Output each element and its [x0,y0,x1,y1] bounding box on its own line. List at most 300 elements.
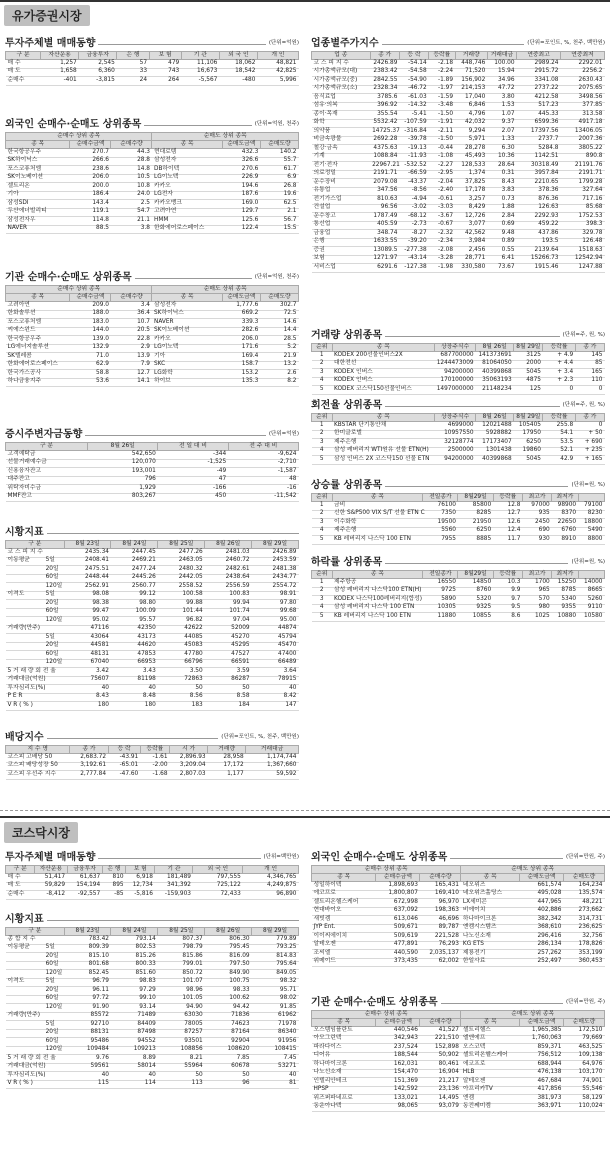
cell: -1.59 [429,94,455,103]
section-unit: (단위=주, 원, %) [560,328,605,343]
cell: 144.0 [70,327,111,336]
cell: 1301438 [476,447,514,456]
kospi-sector-panel [311,36,605,273]
cell: -3.28 [429,255,455,264]
cell: 214,153 [455,85,487,94]
table-row [6,944,299,953]
cell: 807.37 [158,936,205,945]
section-title [5,36,299,51]
column-header: 최저가 [552,494,578,502]
kosdaq-inst-panel [311,995,605,1112]
cell: 2500000 [435,447,476,456]
cell: 50,902 [420,1052,461,1061]
cell: -532.52 [399,162,428,171]
cell: 8800 [578,536,604,545]
column-header: 순매도량 [563,874,604,882]
cell: 6.9 [260,174,298,183]
cell: 188.0 [70,310,111,319]
cell: 고려아연 [6,302,70,311]
cell: 71.0 [70,353,111,362]
cell [6,1029,44,1038]
cell: 40 [111,685,158,694]
cell: 6760 [552,527,578,536]
cell: 797.50 [205,961,252,970]
sub-header: 순매수 상위 종목 [312,1011,461,1019]
cell: 14.1 [111,378,152,387]
cell: 3.50 [158,668,205,677]
table-row [312,447,605,456]
table-row [312,264,605,273]
cell: 725,122 [193,882,243,891]
cell: P E R [6,693,44,702]
table-row [312,596,605,605]
cell [6,995,44,1004]
cell: 188,544 [376,1052,420,1061]
column-header: 순위 [312,414,333,422]
table-row [6,174,299,183]
section-unit: (단위=원, %) [568,478,605,493]
cell: 99.12 [111,591,158,600]
cell: 4,346,765 [243,874,299,883]
sub-header: 순매도 상위 종목 [152,286,299,294]
cell: 445.33 [517,111,561,120]
section-unit: (단위=백만원) [261,850,299,865]
cell: -277.38 [399,247,428,256]
cell: -2.24 [429,68,455,77]
table-row [6,702,299,711]
cell: 2139.64 [517,247,561,256]
table-row [312,613,605,622]
cell: 3.83 [487,187,516,196]
table-row [312,255,605,264]
cell: 98.96 [158,987,205,996]
table-row [312,1035,605,1044]
cell: 12.7 [493,510,522,519]
cell: -3.03 [429,204,455,213]
cell: -480 [219,77,257,86]
column-header: 8월 25일 [158,541,205,549]
table-row [6,668,299,677]
cell: 793.25 [252,944,299,953]
cell: 8,429 [455,204,487,213]
section-title [5,270,299,285]
cell: 서비스업 [312,264,371,273]
cell: 6,846 [455,102,487,111]
cell: 20일 [44,987,65,996]
cell: -54.90 [399,77,428,86]
cell [6,1004,44,1013]
cell: 120일 [44,1046,65,1055]
cell: 170100000 [435,377,476,386]
cell: 4875 [514,377,543,386]
cell: 495,028 [520,890,564,899]
table-row [6,583,299,592]
kospi-foreign-panel [5,117,299,234]
table-row [312,519,605,528]
column-header: 등락률 [543,344,575,352]
cell: 75607 [64,676,111,685]
cell: 8.48 [111,693,158,702]
cell: 64,976 [563,1061,604,1070]
cell: 2481.03 [205,549,252,558]
cell: 302.7 [260,302,298,311]
cell: 신용융자잔고 [6,468,88,477]
cell: 97.04 [205,617,252,626]
cell: 12,734 [126,882,155,891]
table-row [6,468,299,477]
column-header: 순매수량 [420,1019,461,1027]
cell: 405.59 [370,221,399,230]
cell: -8.56 [399,187,428,196]
cell: 의약품 [312,128,371,137]
column-header: 8월 26일 [88,443,158,451]
cell: 98.38 [64,600,111,609]
column-header: 8월 26일 [205,541,252,549]
cell: 음식료업 [312,94,371,103]
cell: 거래대금(억원) [6,1063,44,1072]
cell: 509,619 [376,933,420,942]
section-title [311,478,605,493]
cell: 849.05 [252,970,299,979]
cell: 440,590 [376,950,420,959]
cell: 20일 [44,566,65,575]
cell: 101.07 [158,978,205,987]
cell: 542,650 [88,451,158,460]
cell: 4,796 [455,111,487,120]
cell: 15.94 [487,68,516,77]
cell: 96,890 [243,891,299,900]
table-row [6,987,299,996]
cell: 270.7 [70,149,111,158]
table-row [312,536,605,545]
cell: 의료정밀 [312,170,371,179]
sub-header: 순매도 상위 종목 [461,1011,605,1019]
cell: 613,046 [376,916,420,925]
cell: 2 [312,510,333,519]
cell: 2256.2 [561,68,605,77]
cell: 467,684 [520,1078,564,1087]
cell: 109484 [64,1046,111,1055]
cell: 89,787 [420,924,461,933]
column-header [578,571,604,579]
cell [6,583,44,592]
cell: 22650 [552,519,578,528]
cell: 3,209.04 [170,762,208,771]
section-title-text: 기관 순매수·순매도 상위종목 [5,272,135,283]
cell: 8.56 [158,693,205,702]
table-row [6,566,299,575]
cell [44,936,65,945]
cell: 125.6 [222,217,260,226]
cell: 252,497 [520,958,564,967]
cell: 98.33 [205,987,252,996]
cell: 셀트리온헬스케어 [312,899,376,908]
cell: 1247.88 [561,264,605,273]
cell: 1 [312,502,333,511]
table-row [6,651,299,660]
cell [6,617,44,626]
cell: 44874 [252,625,299,634]
column-header: 전 일 대 비 [158,443,228,451]
cell: 20일 [44,1029,65,1038]
cell: 71978 [252,1021,299,1030]
table-row [6,1046,299,1055]
cell: LG화학 [152,370,222,379]
cell: 153.2 [222,370,260,379]
cell: + 3.4 [543,369,575,378]
cell: 나노신소재 [312,1069,376,1078]
cell: LG전자 [152,191,222,200]
cell: 690 [522,527,551,536]
table-row [312,1061,605,1070]
cell: 125 [514,386,543,395]
column-header: 최저가 [552,571,578,579]
cell: -3,815 [79,77,117,86]
cell: 95.57 [111,617,158,626]
cell: 매 도 [6,882,35,891]
cell: 459.22 [517,221,561,230]
cell: 10855 [458,613,493,622]
cell: 181,489 [155,874,193,883]
cell: 5.2 [260,344,298,353]
cell: 42,825 [257,68,298,77]
cell [6,1046,44,1055]
table-row [6,659,299,668]
cell: 221,510 [420,1035,461,1044]
cell: 120일 [44,659,65,668]
cell: 96.11 [64,987,111,996]
cell: 398.3 [561,221,605,230]
cell: 2737.22 [517,85,561,94]
cell: 47.72 [487,85,516,94]
cell: 935 [522,510,551,519]
table-row [6,1080,299,1089]
data-table [5,51,299,86]
section-title [5,850,299,865]
cell: 5,996 [257,77,298,86]
cell: 8230 [578,510,604,519]
table-row [6,302,299,311]
cell: 5일 [44,557,65,566]
cell: 전기가스업 [312,196,371,205]
cell: 40399868 [476,369,514,378]
table-row [6,1038,299,1047]
table-row [6,77,299,86]
cell: 파라다이스 [312,1044,376,1053]
table-row [312,369,605,378]
sub-header: 순매도 상위 종목 [152,133,299,141]
cell: 139.0 [70,336,111,345]
cell: 18,542 [219,68,257,77]
cell: 2,683.72 [70,754,108,763]
table-row [6,1063,299,1072]
cell: 126.48 [561,238,605,247]
cell: 1244473009 [435,360,476,369]
cell: 329.78 [561,230,605,239]
cell: 99.88 [158,600,205,609]
cell: 7955 [423,536,458,545]
cell: 126.63 [517,204,561,213]
cell: 59,592 [246,771,299,780]
cell: 이수화학 [332,519,423,528]
cell: 3.64 [252,668,299,677]
cell: 2 [312,430,333,439]
cell [44,549,65,558]
cell: 129.7 [222,208,260,217]
cell: 2210.65 [517,179,561,188]
data-table [311,493,605,545]
cell [44,676,65,685]
cell: -2.32 [429,230,455,239]
cell: 1 [312,422,333,431]
column-header: 외 국 인 [193,866,243,874]
cell [6,608,44,617]
cell: 이격도 [6,978,44,987]
table-row [312,456,605,465]
cell: 1799.28 [561,179,605,188]
cell: 2477.24 [111,566,158,575]
cell: 128,533 [455,162,487,171]
cell: 2,896.93 [170,754,208,763]
header-row [6,141,299,149]
cell: 위탁자미수금 [6,485,88,494]
column-header: 종 목 [6,294,70,302]
cell: 108856 [158,1046,205,1055]
cell: 756,512 [520,1052,564,1061]
cell [6,961,44,970]
cell: 238.6 [70,166,111,175]
cell: 비금속광물 [312,136,371,145]
cell: 제주항공 [332,579,423,588]
cell: + 165 [575,456,604,465]
section-divider [0,810,610,811]
cell: 3 [312,369,333,378]
table-row [6,874,299,883]
table-row [312,102,605,111]
cell: 14.8 [111,166,152,175]
cell: 15266.73 [517,255,561,264]
cell: 코스피 고배당 50 [6,754,70,763]
cell: 53.6 [70,378,111,387]
cell: 1497000000 [435,386,476,395]
cell: 132.9 [70,344,111,353]
cell: 3.43 [111,668,158,677]
cell: 제주은행 [332,527,423,536]
cell: 71836 [205,1012,252,1021]
cell: 114 [111,1080,158,1089]
cell: 8.6 [493,613,522,622]
cell: 41,527 [420,1027,461,1036]
table-row [6,493,299,502]
cell: 10580 [578,613,604,622]
cell: 1.33 [487,136,516,145]
cell: SK이노베이션 [152,327,222,336]
cell: 1088.84 [370,153,399,162]
cell: 14.6 [260,319,298,328]
column-header: 종 가 [575,344,604,352]
table-row [6,1012,299,1021]
cell: 2.9 [111,344,152,353]
cell: 779.89 [252,936,299,945]
cell: 103,170 [563,1069,604,1078]
section-unit: (단위=원, %) [568,555,605,570]
cell: 17,178 [455,187,487,196]
cell: 17,172 [208,762,246,771]
cell: 76100 [423,502,458,511]
column-header: 개 인 [257,52,298,60]
cell: 87164 [205,1029,252,1038]
column-header: 종 목 [312,1019,376,1027]
column-header: 금융투자 [67,866,102,874]
cell: 98,065 [376,1103,420,1112]
cell: 5560 [423,527,458,536]
cell: 355.54 [370,111,399,120]
cell: 53.5 [543,439,575,448]
cell: 100.75 [205,978,252,987]
cell: 517.23 [517,102,561,111]
kospi-fund-panel [5,427,299,502]
table-row [312,882,605,891]
cell: 거래대금(억원) [6,676,44,685]
cell: 178,826 [563,941,604,950]
cell: 33 [117,68,149,77]
column-header: 최고가 [522,571,551,579]
cell: 12.8 [493,502,522,511]
cell: 101.44 [158,608,205,617]
cell: 264 [149,77,181,86]
data-table [311,51,605,273]
cell: 0 [575,386,604,395]
cell: 0 [575,422,604,431]
cell: KODEX 인버스 [332,377,435,386]
column-header: 자산운용 [41,52,79,60]
table-row [6,600,299,609]
sub-header-row [312,866,605,874]
cell: 17397.56 [517,128,561,137]
cell: -5,567 [181,77,219,86]
cell: 48131 [64,651,111,660]
sub-header-row [6,133,299,141]
cell: 3498.56 [561,94,605,103]
cell: 135.3 [222,378,260,387]
cell: 2.6 [260,370,298,379]
cell: 21,217 [420,1078,461,1087]
section-title-text: 상승률 상위종목 [311,480,385,491]
table-row [312,247,605,256]
section-unit: (단위=만원, 주) [563,850,605,865]
cell: 성일하이텍 [312,882,376,891]
cell [6,574,44,583]
cell: 91956 [252,1038,299,1047]
section-unit: (단위=억원, 천주) [252,270,299,285]
column-header: 최고가 [522,494,551,502]
cell: 36.4 [111,310,152,319]
cell: 코스피 우선주 지수 [6,771,70,780]
cell: 9725 [423,587,458,596]
section-title-text: 거래량 상위종목 [311,330,385,341]
cell: 4 [312,377,333,386]
cell: -344 [158,451,228,460]
cell: 96.56 [370,204,399,213]
kosdaq-investor-panel [5,850,299,900]
cell: 위즈퍼파네프로 [312,1095,376,1104]
cell: 1 [312,579,333,588]
column-header: 순매도량 [260,294,298,302]
table-row [312,422,605,431]
column-header: 8월 29일 [252,928,299,936]
cell: 45470 [252,642,299,651]
table-row [6,336,299,345]
